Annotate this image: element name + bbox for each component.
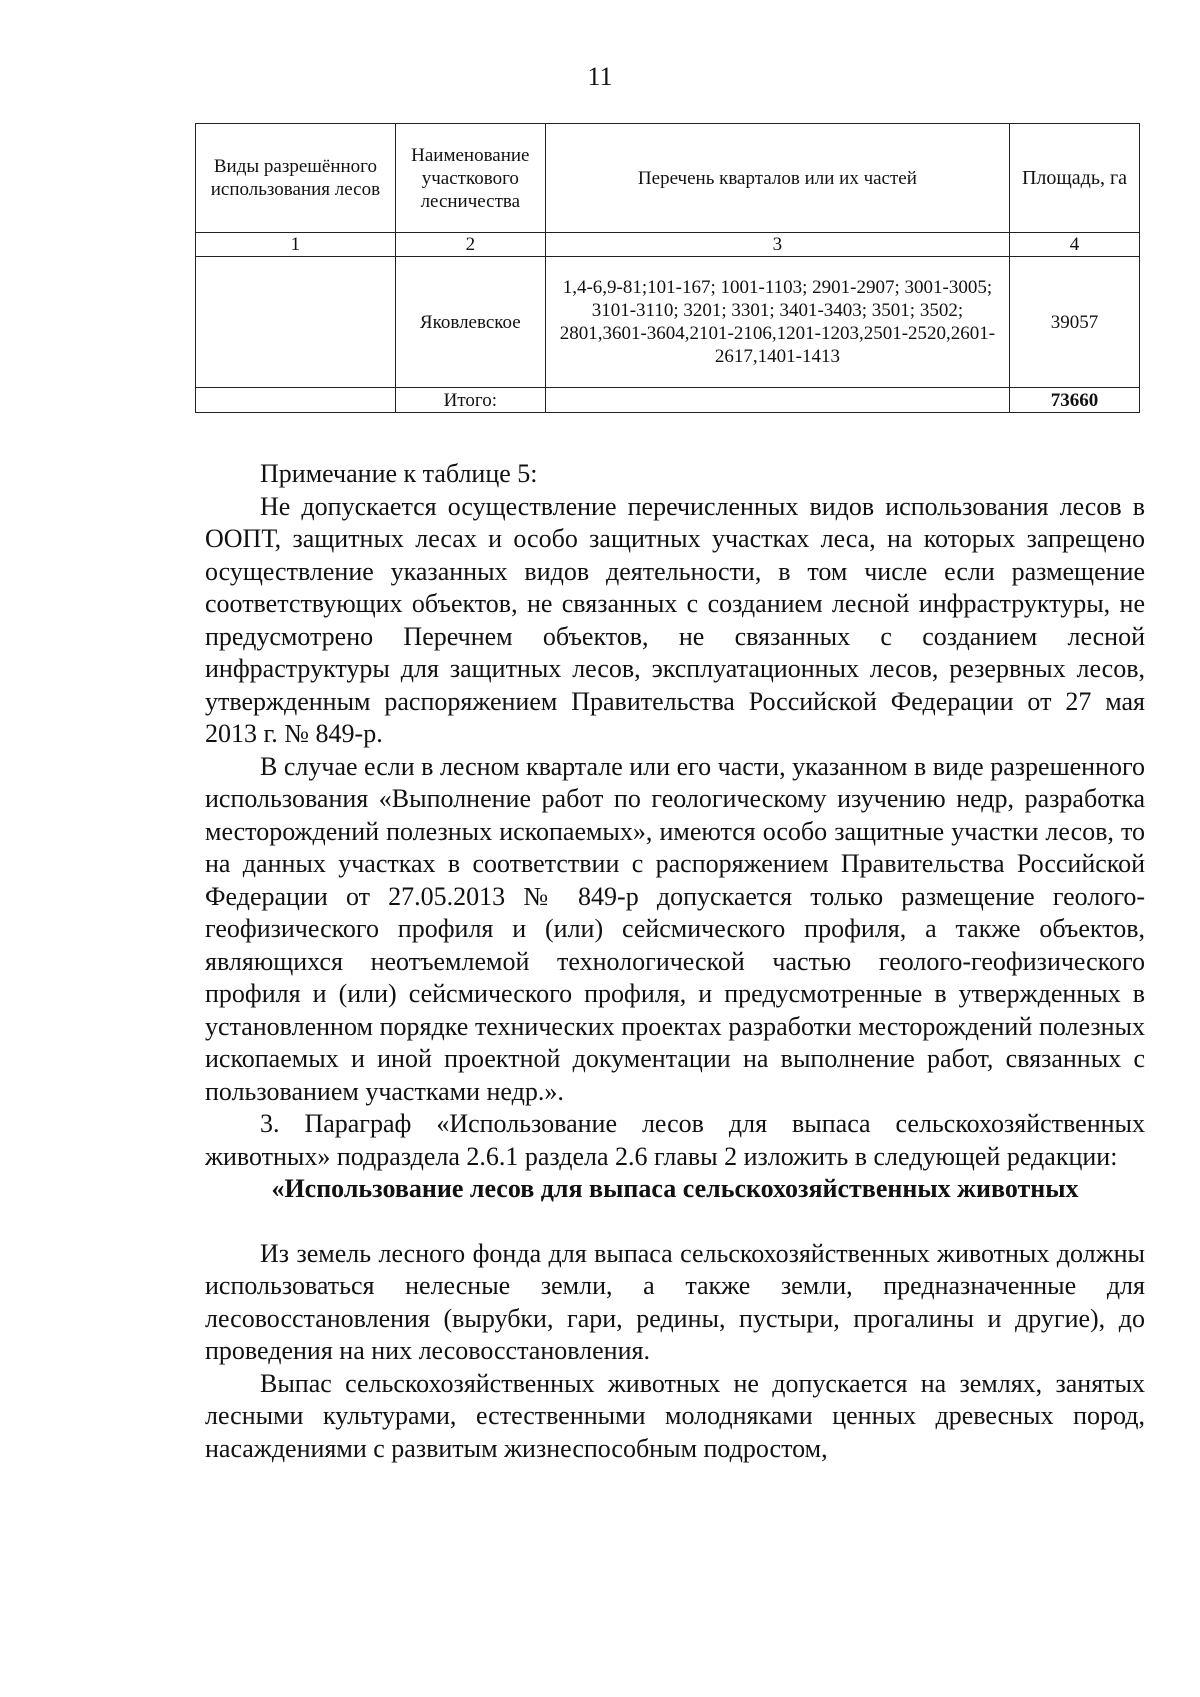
cell-forestry-name: Яковлевское [395,257,545,388]
table-total-row [196,388,1140,413]
cell-use-type [196,257,396,388]
paragraph: 3. Параграф «Использование лесов для выпаса сельскохозяйственных животных» подраздела 2.6.1 раздела 2.6 главы 2 изложить в следующей редакции: [205,1109,1145,1171]
cell-total-empty [545,388,1009,413]
header-area: Площадь, га [1010,124,1140,233]
column-number: 2 [395,233,545,257]
table-row [196,257,1140,388]
column-number: 1 [196,233,396,257]
cell-area: 39057 [1010,257,1140,388]
paragraph: Выпас сельскохозяйственных животных не допускается на землях, занятых лесными культурами, естественными молодняками ценных древесных пород, насаждениями с развитым жизнеспособным подростом, [205,1368,1145,1463]
column-number: 3 [545,233,1009,257]
paragraph: Из земель лесного фонда для выпаса сельскохозяйственных животных должны использоваться нелесные земли, а также земли, предназначенные для лесовосстановления (вырубки, гари, редины, пустыри, прогалины и другие), до проведения на них лесовосстановления. [205,1238,1145,1365]
cell-quarters-list: 1,4-6,9-81;101-167; 1001-1103; 2901-2907; 3001-3005; 3101-3110; 3201; 3301; 3401-3403; 3501; 3502; 2801,3601-3604,2101-2106,1201-1203,2501-2520,2601-2617,1401-1413 [545,257,1009,388]
section-heading: «Использование лесов для выпаса сельскохозяйственных животных [271,1174,1079,1203]
document-body [205,458,1145,1465]
total-value: 73660 [1010,388,1140,413]
total-label: Итого: [395,388,545,413]
table-column-numbers-row [196,233,1140,257]
table-header-row [196,124,1140,233]
paragraph: Не допускается осуществление перечисленных видов использования лесов в ООПТ, защитных лесах и особо защитных участках леса, на которых запрещено осуществление указанных видов деятельности, в том числе если размещение соответствующих объектов, не связанных с созданием лесной инфраструктуры, не предусмотрено Перечнем объектов, не связанных с созданием лесной инфраструктуры для защитных лесов, эксплуатационных лесов, резервных лесов, утвержденным распоряжением Правительства Российской Федерации от 27 мая 2013 г. № 849-р. [205,491,1145,748]
header-quarters-list: Перечень кварталов или их частей [545,124,1009,233]
header-use-type: Виды разрешённого использования лесов [196,124,396,233]
note-title: Примечание к таблице 5: [260,459,538,488]
spacer [205,1206,1145,1238]
forestry-quarters-table [195,123,1140,413]
header-forestry-name: Наименование участкового лесничества [395,124,545,233]
cell-total-empty [196,388,396,413]
column-number: 4 [1010,233,1140,257]
paragraph: В случае если в лесном квартале или его части, указанном в виде разрешенного использования «Выполнение работ по геологическому изучению недр, разработка месторождений полезных ископаемых», имеются особо защитные участки лесов, то на данных участках в соответствии с распоряжением Правительства Российской Федерации от 27.05.2013 № 849-р допускается только размещение геолого-геофизического профиля и (или) сейсмического профиля, а также объектов, являющихся неотъемлемой технологической частью геолого-геофизического профиля и (или) сейсмического профиля, и предусмотренные в утвержденных в установленном порядке технических проектах разработки месторождений полезных ископаемых и иной проектной документации на выполнение работ, связанных с пользованием участками недр.». [205,751,1145,1106]
page-number: 11 [587,62,613,91]
